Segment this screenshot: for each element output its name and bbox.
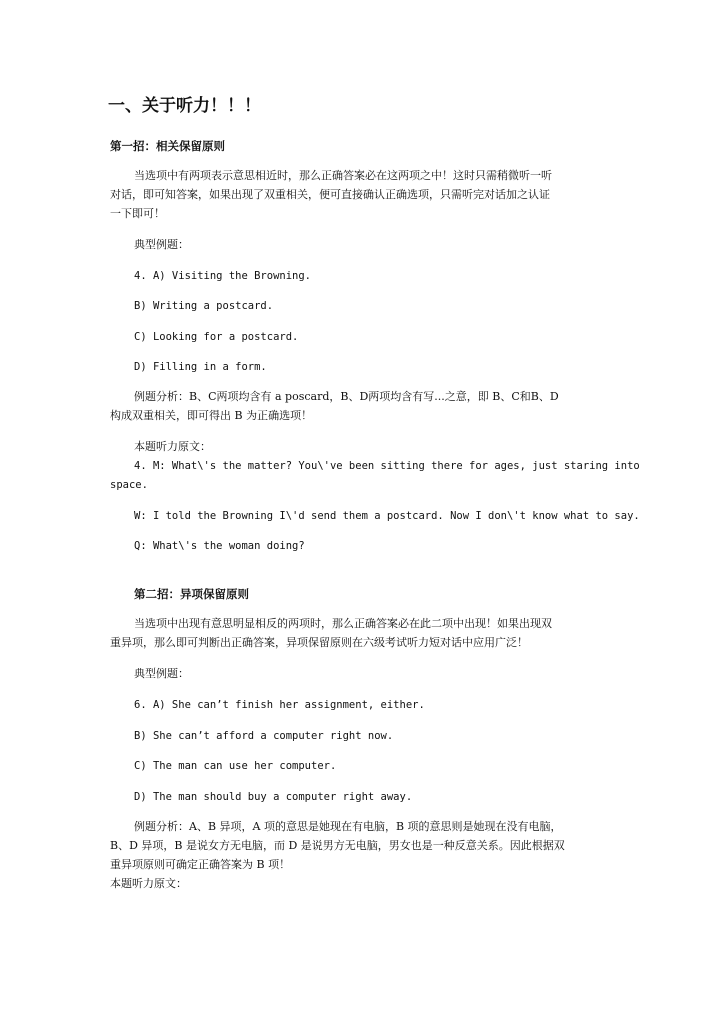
section-1-option-d: D) Filling in a form. <box>134 361 267 373</box>
section-1-example-label: 典型例题： <box>134 238 189 251</box>
section-1-title: 第一招：相关保留原则 <box>110 139 225 153</box>
section-2-transcript-label: 本题听力原文： <box>110 877 187 890</box>
section-1-option-b: B) Writing a postcard. <box>134 300 274 312</box>
section-2-option-d: D) The man should buy a computer right away. <box>134 791 413 803</box>
section-1-transcript-line-3: W: I told the Browning I\'d send them a postcard. Now I don\'t know what to say. <box>134 510 640 522</box>
section-1-analysis-line-1: 例题分析：B、C两项均含有 a poscard，B、D两项均含有写...之意，即 B、C和B、D <box>134 390 559 403</box>
section-1-transcript-line-1: 4. M: What\'s the matter? You\'ve been sitting there for ages, just staring into <box>134 460 640 472</box>
section-2-option-c: C) The man can use her computer. <box>134 760 337 772</box>
section-2-analysis-line-2: B、D 异项，B 是说女方无电脑，而 D 是说男方无电脑，男女也是一种反意关系。因此根据双 <box>110 839 565 852</box>
section-1-intro-line-2: 对话，即可知答案，如果出现了双重相关，便可直接确认正确选项，只需听完对话加之认证 <box>110 188 550 201</box>
section-2-option-b: B) She can’t afford a computer right now. <box>134 730 394 742</box>
section-1-transcript-line-2: space. <box>110 479 148 491</box>
section-1-transcript-line-4: Q: What\'s the woman doing? <box>134 540 305 552</box>
section-2-analysis-line-3: 重异项原则可确定正确答案为 B 项！ <box>110 858 291 871</box>
section-1-intro-line-3: 一下即可！ <box>110 207 165 220</box>
section-1-transcript-label: 本题听力原文： <box>134 440 211 453</box>
section-1-intro-line-1: 当选项中有两项表示意思相近时，那么正确答案必在这两项之中！这时只需稍微听一听 <box>134 169 552 182</box>
section-2-intro-line-2: 重异项，那么即可判断出正确答案，异项保留原则在六级考试听力短对话中应用广泛！ <box>110 636 528 649</box>
section-2-intro-line-1: 当选项中出现有意思明显相反的两项时，那么正确答案必在此二项中出现！如果出现双 <box>134 617 552 630</box>
section-2-example-label: 典型例题： <box>134 667 189 680</box>
page-heading: 一、关于听力！！！ <box>108 96 261 116</box>
section-2-analysis-line-1: 例题分析：A、B 异项，A 项的意思是她现在有电脑，B 项的意思则是她现在没有电脑， <box>134 820 562 833</box>
section-2-title: 第二招：异项保留原则 <box>134 587 249 601</box>
section-1-option-c: C) Looking for a postcard. <box>134 331 299 343</box>
section-2-option-a: 6. A) She can’t finish her assignment, either. <box>134 699 425 711</box>
section-1-analysis-line-2: 构成双重相关，即可得出 B 为正确选项！ <box>110 409 313 422</box>
section-1-option-a: 4. A) Visiting the Browning. <box>134 270 312 282</box>
